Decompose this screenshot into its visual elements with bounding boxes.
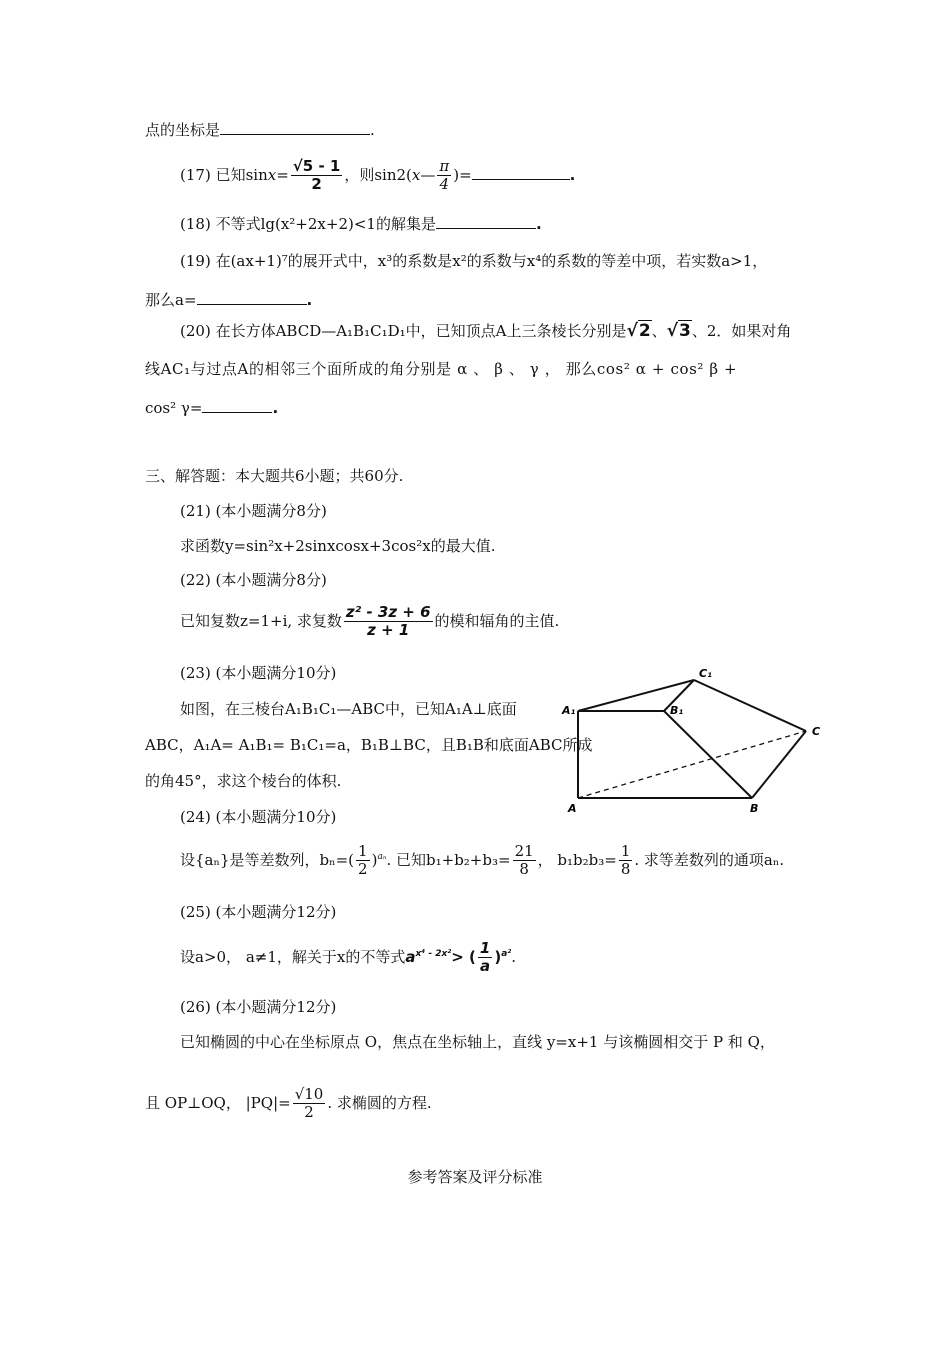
q26-text-2: . 求椭圆的方程.: [327, 1093, 432, 1112]
question-23-head: (23) (本小题满分10分): [180, 664, 337, 682]
q25-paren: ): [494, 947, 502, 966]
q17-text-2: ，则sin2(: [344, 165, 412, 184]
question-18: [180, 214, 542, 233]
sqrt-2: √2: [626, 321, 651, 341]
q20-text-4: cos² γ=: [145, 399, 203, 417]
question-26-line2: [145, 1086, 432, 1122]
q26-text: 且 OP⊥OQ， |PQ|=: [145, 1093, 291, 1112]
q19-text-2: 那么a=: [145, 291, 197, 309]
section-3-heading: 三、解答题：本大题共6小题；共60分.: [145, 467, 404, 485]
q24-exponent: aₙ: [377, 851, 387, 862]
period: .: [370, 121, 375, 139]
q17-eq: =: [276, 165, 289, 184]
q26-frac-num: √10: [294, 1085, 324, 1103]
q24-frac-21-8: [513, 843, 536, 879]
q17-four: 4: [439, 175, 450, 194]
question-number: (17): [180, 165, 211, 184]
q24-text-3: ， b₁b₂b₃=: [537, 850, 617, 869]
q25-fraction: [478, 940, 492, 976]
question-21-text: 求函数y=sin²x+2sinxcosx+3cos²x的最大值.: [180, 537, 496, 555]
question-26-line1: 已知椭圆的中心在坐标原点 O，焦点在坐标轴上，直线 y=x+1 与该椭圆相交于 P 和 Q，: [180, 1033, 775, 1051]
frustum-figure: [560, 664, 830, 814]
q20-sep: 、: [651, 322, 667, 340]
question-20-line3: [145, 398, 278, 417]
edge-b-c: [752, 731, 806, 798]
q18-text: 不等式lg(x²+2x+2)<1的解集是: [215, 215, 436, 233]
q20-text: 在长方体ABCD—A₁B₁C₁D₁中，已知顶点A上三条棱长分别是: [215, 322, 627, 340]
question-24-head: (24) (本小题满分10分): [180, 808, 337, 826]
question-19-line2: [145, 290, 312, 309]
question-24-text: [180, 843, 784, 879]
answer-key-title: 参考答案及评分标准: [407, 1168, 543, 1186]
q17-frac-num: √5 - 1: [292, 157, 341, 175]
edge-c1-c: [694, 680, 806, 731]
label-c: C: [812, 725, 821, 738]
q19-text: 在(ax+1)⁷的展开式中，x³的系数是x²的系数与x⁴的系数的等差中项，若实数a>1，: [215, 252, 768, 270]
q17-text-3: )=: [453, 165, 472, 184]
q24-f1-den: 8: [519, 860, 529, 879]
q17-pi-fraction: [437, 158, 451, 194]
q22-frac-den: z + 1: [367, 621, 410, 640]
q20-text-2: 、2．如果对角: [691, 322, 792, 340]
question-26-head: (26) (本小题满分12分): [180, 998, 337, 1016]
question-25-head: (25) (本小题满分12分): [180, 903, 337, 921]
q22-frac-num: z² - 3z + 6: [345, 603, 431, 621]
q24-half: [356, 843, 370, 879]
question-23-line3: 的角45°，求这个棱台的体积.: [145, 772, 342, 790]
q25-frac-den: a: [480, 957, 491, 976]
edge-b1-b: [664, 711, 752, 798]
label-c1: C₁: [699, 667, 712, 680]
question-20-line2: [145, 360, 737, 378]
sqrt-3: √3: [666, 321, 691, 341]
q25-gt: > (: [451, 947, 476, 966]
period: .: [535, 215, 542, 233]
q24-text-2: . 已知b₁+b₂+b₃=: [386, 850, 511, 869]
answer-blank: [197, 290, 307, 305]
q17-fraction: [291, 158, 343, 194]
question-number: (18): [180, 215, 211, 233]
edge-a-c-hidden: [578, 731, 806, 798]
q24-f2-den: 8: [620, 860, 631, 879]
q22-fraction: [344, 604, 433, 640]
q17-var: x: [267, 165, 277, 184]
q25-frac-num: 1: [479, 939, 491, 957]
q22-text-2: 的模和辐角的主值.: [434, 611, 560, 630]
question-19: [180, 252, 767, 270]
label-a1: A₁: [562, 704, 576, 717]
q25-exponent-2: a²: [501, 948, 512, 959]
answer-blank: [220, 120, 370, 135]
sqrt-2-value: 2: [638, 321, 651, 341]
q16-text: 点的坐标是: [145, 121, 221, 139]
period: .: [511, 947, 516, 966]
question-22-head: (22) (本小题满分8分): [180, 571, 327, 589]
q17-var-2: x: [411, 165, 421, 184]
q24-half-num: 1: [358, 842, 368, 860]
question-number: (20): [180, 322, 211, 340]
answer-blank: [202, 398, 272, 413]
question-25-text: [180, 940, 516, 976]
q24-frac-1-8: [619, 843, 633, 879]
q17-pi: π: [439, 157, 450, 175]
q17-minus: —: [420, 165, 436, 184]
question-22-text: [180, 604, 559, 640]
question-20: [180, 321, 791, 341]
label-b: B: [750, 802, 759, 814]
q24-text: 设{aₙ}是等差数列，bₙ=(: [180, 850, 355, 869]
q25-text: 设a>0， a≠1，解关于x的不等式: [180, 947, 406, 966]
answer-blank: [472, 165, 570, 180]
question-17: [180, 158, 575, 194]
question-23-line1: 如图，在三棱台A₁B₁C₁—ABC中，已知A₁A⊥底面: [180, 700, 517, 718]
label-b1: B₁: [670, 704, 684, 717]
sqrt-3-value: 3: [679, 321, 691, 341]
question-number: (19): [180, 252, 211, 270]
period: .: [272, 399, 279, 417]
q26-fraction: [293, 1086, 326, 1122]
question-21-head: (21) (本小题满分8分): [180, 502, 327, 520]
q16-tail: [145, 120, 375, 139]
q26-frac-den: 2: [304, 1103, 314, 1122]
q25-exponent: x⁴ - 2x²: [415, 948, 452, 959]
q24-f2-num: 1: [620, 842, 631, 860]
period: .: [569, 165, 576, 184]
q24-f1-num: 21: [514, 842, 534, 860]
q17-frac-den: 2: [311, 175, 322, 194]
question-23-line2: ABC，A₁A= A₁B₁= B₁C₁=a，B₁B⊥BC，且B₁B和底面ABC所成: [145, 736, 593, 754]
period: .: [306, 291, 313, 309]
q20-text-3: 线AC₁与过点A的相邻三个面所成的角分别是 α 、 β 、 γ ， 那么cos² α + cos² β +: [145, 360, 738, 378]
label-a: A: [568, 802, 577, 814]
q22-text: 已知复数z=1+i, 求复数: [180, 611, 342, 630]
q24-text-4: . 求等差数列的通项aₙ.: [634, 850, 785, 869]
q17-text: 已知sin: [215, 165, 268, 184]
q25-base: a: [405, 947, 416, 966]
q24-half-den: 2: [358, 860, 368, 879]
answer-blank: [436, 214, 536, 229]
q24-paren: ): [371, 850, 378, 869]
